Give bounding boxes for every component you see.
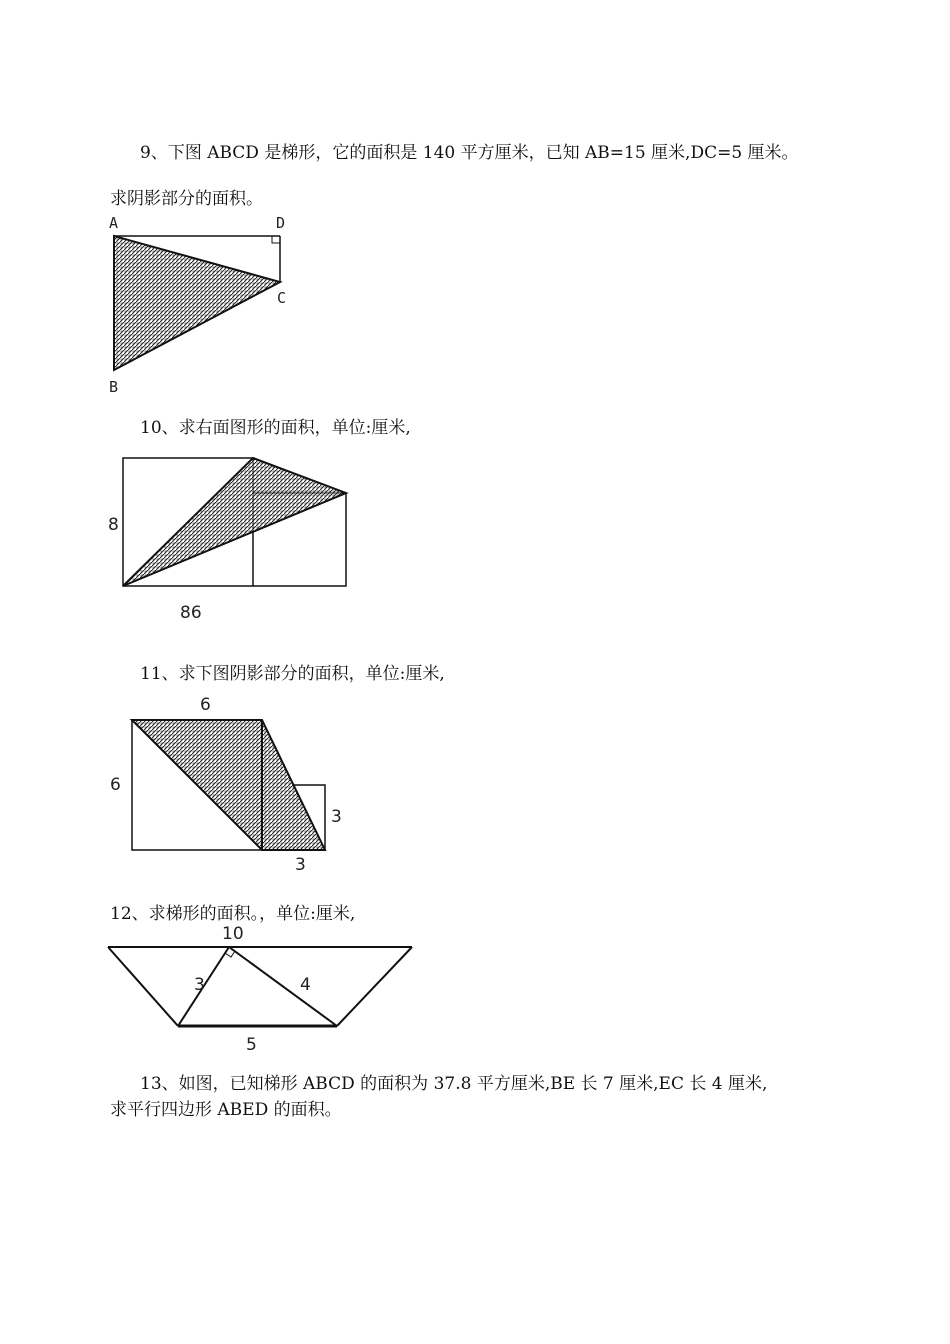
- problem-9-figure: [100, 210, 300, 400]
- label-bottom: 86: [180, 603, 202, 623]
- problem-9-text-line1: 9、下图 ABCD 是梯形，它的面积是 140 平方厘米，已知 AB=15 厘米,DC=5 厘米。: [140, 143, 799, 163]
- label-right: 3: [331, 807, 342, 827]
- problem-13-text-line2: 求平行四边形 ABED 的面积。: [110, 1100, 342, 1120]
- label-C: C: [277, 289, 287, 307]
- label-D: D: [276, 214, 286, 232]
- problem-13-text-line1: 13、如图，已知梯形 ABCD 的面积为 37.8 平方厘米,BE 长 7 厘米,EC 长 4 厘米,: [140, 1074, 768, 1094]
- label-B: B: [109, 378, 119, 396]
- shaded-triangle: [114, 236, 280, 370]
- problem-12-text: 12、求梯形的面积。，单位:厘米,: [110, 904, 356, 924]
- problem-12-figure: [100, 920, 420, 1060]
- leg-4: [229, 947, 337, 1026]
- label-left: 6: [110, 775, 121, 795]
- label-left-leg: 3: [194, 975, 205, 995]
- right-side: [337, 947, 412, 1026]
- problem-11-text: 11、求下图阴影部分的面积，单位:厘米,: [140, 664, 445, 684]
- problem-10-text: 10、求右面图形的面积，单位:厘米,: [140, 418, 411, 438]
- problem-10-figure: [100, 450, 360, 630]
- label-bottom: 5: [246, 1035, 257, 1055]
- label-top: 10: [222, 924, 244, 944]
- label-bottom: 3: [295, 855, 306, 875]
- problem-9-text-line2: 求阴影部分的面积。: [110, 189, 263, 209]
- label-right-leg: 4: [300, 975, 311, 995]
- problem-11-figure: [100, 690, 360, 880]
- shaded-triangle: [123, 458, 346, 586]
- label-side: 8: [108, 515, 119, 535]
- left-side: [108, 947, 178, 1026]
- label-top: 6: [200, 695, 211, 715]
- label-A: A: [109, 214, 119, 232]
- right-angle-mark: [272, 236, 280, 243]
